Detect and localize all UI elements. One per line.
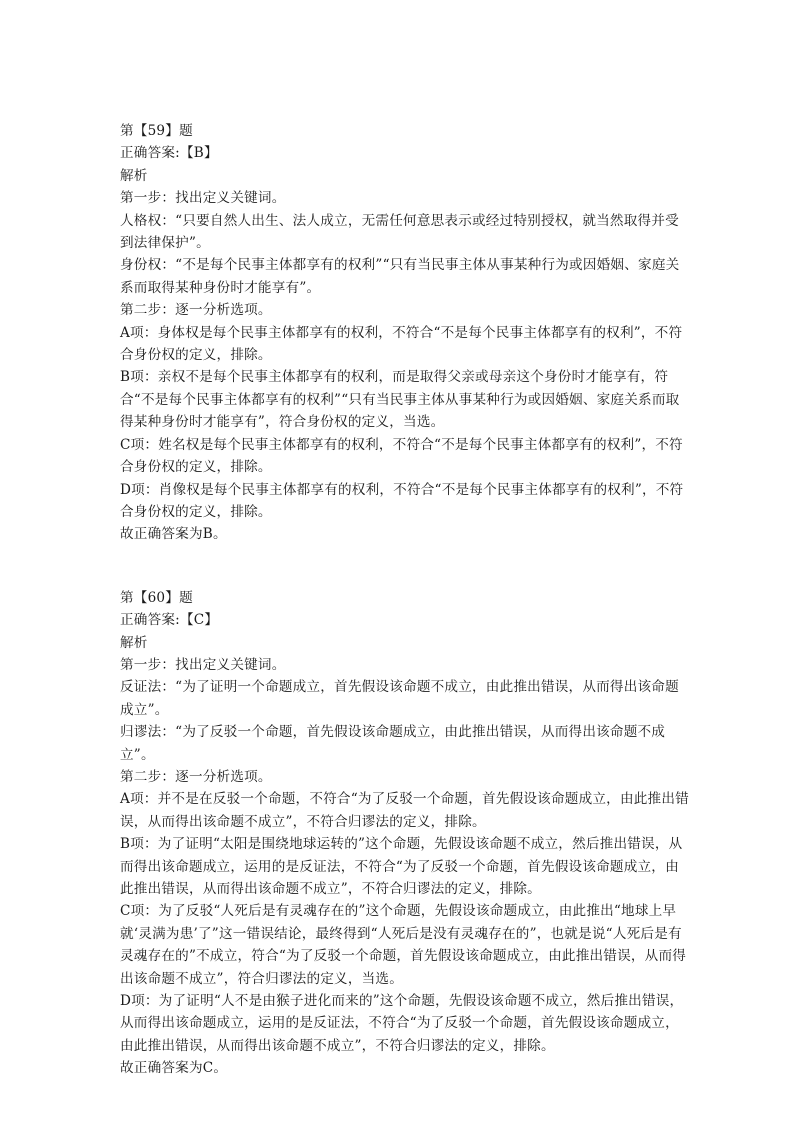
option-b-analysis: B项：为了证明“太阳是围绕地球运转的”这个命题，先假设该命题不成立，然后推出错误，从而得出该命题成立，运用的是反证法，不符合“为了反驳一个命题，首先假设该命题成立，由此推出错误，从而得出该命题不成立”，不符合归谬法的定义，排除。: [120, 836, 683, 897]
question-title: 第【60】题: [120, 589, 193, 606]
analysis-label: 解析: [120, 167, 148, 184]
question-60: [120, 587, 690, 1080]
option-c-analysis: C项：为了反驳“人死后是有灵魂存在的”这个命题，先假设该命题成立，由此推出“地球上早就‘灵满为患’了”这一错误结论，最终得到“人死后是没有灵魂存在的”，也就是说“人死后是有灵魂存在的”不成立，符合“为了反驳一个命题，首先假设该命题成立，由此推出错误，从而得出该命题不成立”，符合归谬法的定义，当选。: [120, 903, 687, 987]
analysis-step-2: 第二步：逐一分析选项。: [120, 302, 272, 319]
definition-proof-by-contradiction: 反证法：“为了证明一个命题成立，首先假设该命题不成立，由此推出错误，从而得出该命题成立”。: [120, 679, 679, 718]
definition-status-right: 身份权：“不是每个民事主体都享有的权利”“只有当民事主体从事某种行为或因婚姻、家庭关系而取得某种身份时才能享有”。: [120, 257, 680, 296]
analysis-step-2: 第二步：逐一分析选项。: [120, 768, 272, 785]
option-d-analysis: D项：肖像权是每个民事主体都享有的权利，不符合“不是每个民事主体都享有的权利”，不符合身份权的定义，排除。: [120, 481, 684, 520]
analysis-step-1: 第一步：找出定义关键词。: [120, 190, 286, 207]
question-title: 第【59】题: [120, 123, 193, 139]
option-a-analysis: A项：并不是在反驳一个命题，不符合“为了反驳一个命题，首先假设该命题成立，由此推出错误，从而得出该命题不成立”，不符合归谬法的定义，排除。: [120, 791, 689, 830]
correct-answer: 正确答案:【B】: [120, 145, 218, 162]
analysis-label: 解析: [120, 634, 148, 651]
definition-personality-right: 人格权：“只要自然人出生、法人成立，无需任何意思表示或经过特别授权，就当然取得并受到法律保护”。: [120, 212, 679, 252]
option-c-analysis: C项：姓名权是每个民事主体都享有的权利，不符合“不是每个民事主体都享有的权利”，不符合身份权的定义，排除。: [120, 436, 683, 476]
analysis-step-1: 第一步：找出定义关键词。: [120, 656, 286, 673]
conclusion: 故正确答案为C。: [120, 1060, 228, 1077]
question-59: [120, 120, 690, 546]
conclusion: 故正确答案为B。: [120, 526, 227, 543]
definition-reductio-ad-absurdum: 归谬法：“为了反驳一个命题，首先假设该命题成立，由此推出错误，从而得出该命题不成立”。: [120, 724, 666, 763]
document-page: [120, 120, 690, 1080]
option-d-analysis: D项：为了证明“人不是由猴子进化而来的”这个命题，先假设该命题不成立，然后推出错误，从而得出该命题成立，运用的是反证法，不符合“为了反驳一个命题，首先假设该命题成立，由此推出错误，从而得出该命题不成立”，不符合归谬法的定义，排除。: [120, 993, 684, 1054]
correct-answer: 正确答案:【C】: [120, 612, 219, 629]
option-b-analysis: B项：亲权不是每个民事主体都享有的权利，而是取得父亲或母亲这个身份时才能享有，符合“不是每个民事主体都享有的权利”“只有当民事主体从事某种行为或因婚姻、家庭关系而取得某种身份时才能享有”，符合身份权的定义，当选。: [120, 369, 680, 431]
option-a-analysis: A项：身体权是每个民事主体都享有的权利，不符合“不是每个民事主体都享有的权利”，不符合身份权的定义，排除。: [120, 324, 683, 364]
